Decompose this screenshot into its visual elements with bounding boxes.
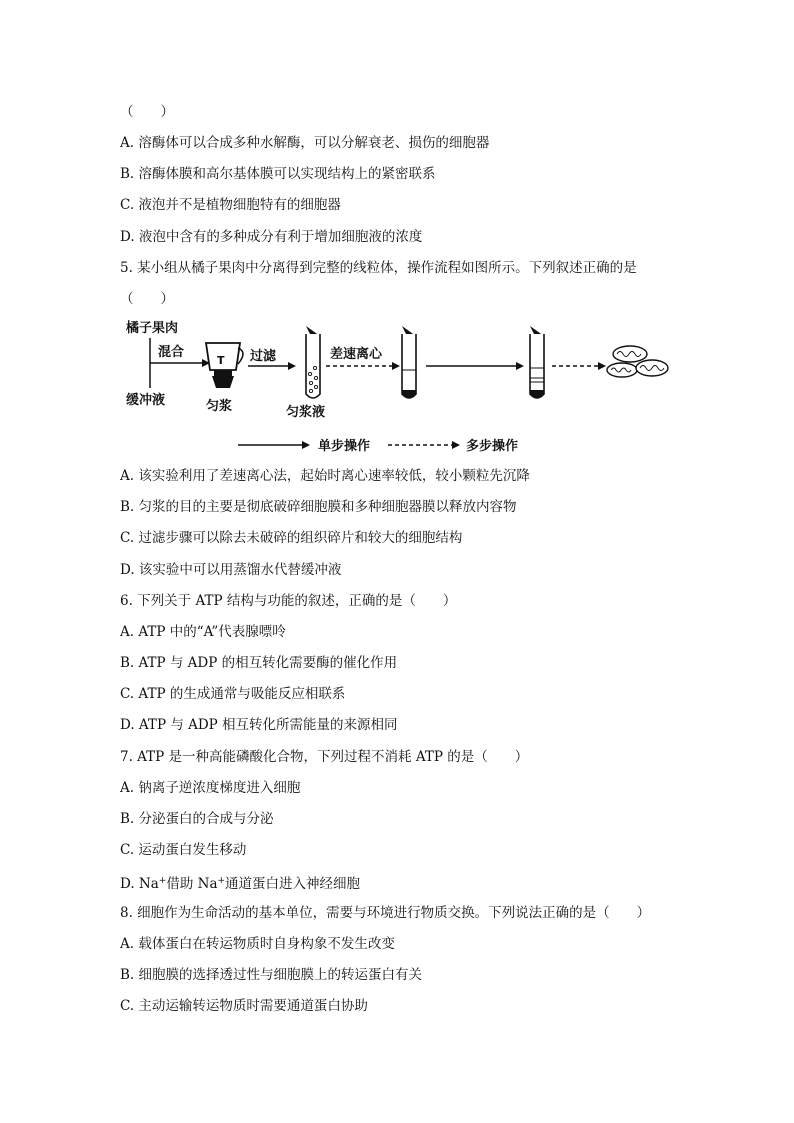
q6-option-c: C. ATP 的生成通常与吸能反应相联系 xyxy=(120,686,346,702)
single-step-arrowhead xyxy=(516,362,524,370)
label-filter: 过滤 xyxy=(250,349,277,364)
q6-option-d: D. ATP 与 ADP 相互转化所需能量的来源相同 xyxy=(120,717,398,733)
q4-option-a: A. 溶酶体可以合成多种水解酶，可以分解衰老、损伤的细胞器 xyxy=(120,135,490,151)
label-homogenize: 匀浆 xyxy=(206,399,233,414)
q4-option-c: C. 液泡并不是植物细胞特有的细胞器 xyxy=(120,197,341,213)
q7-option-d: D. Na+借助 Na+通道蛋白进入神经细胞 xyxy=(120,876,361,892)
test-tube-homogenate-icon xyxy=(306,326,320,398)
q4-option-b: B. 溶酶体膜和高尔基体膜可以实现结构上的紧密联系 xyxy=(120,166,436,182)
q5-blank: （ ） xyxy=(120,291,174,307)
label-centrifuge: 差速离心 xyxy=(330,347,383,362)
blender-icon xyxy=(206,343,243,388)
final-dashed-arrowhead xyxy=(598,362,606,370)
q8-stem: 8. 细胞作为生命活动的基本单位，需要与环境进行物质交换。下列说法正确的是（ ） xyxy=(120,905,651,921)
q5-option-a: A. 该实验利用了差速离心法，起始时离心速率较低，较小颗粒先沉降 xyxy=(120,468,530,484)
label-fruit: 橘子果肉 xyxy=(126,321,179,336)
q4-blank: （ ） xyxy=(120,104,174,120)
q7-option-a: A. 钠离子逆浓度梯度进入细胞 xyxy=(120,780,301,796)
q8-option-a: A. 载体蛋白在转运物质时自身构象不发生改变 xyxy=(120,936,395,952)
q6-option-a: A. ATP 中的“A”代表腺嘌呤 xyxy=(120,624,286,640)
label-buffer: 缓冲液 xyxy=(126,393,166,408)
mitochondria-isolation-diagram xyxy=(110,318,690,463)
q5-option-b: B. 匀浆的目的主要是彻底破碎细胞膜和多种细胞器膜以释放内容物 xyxy=(120,499,517,515)
q5-option-c: C. 过滤步骤可以除去未破碎的组织碎片和较大的细胞结构 xyxy=(120,530,463,546)
q7-option-b: B. 分泌蛋白的合成与分泌 xyxy=(120,811,274,827)
centrifuge-arrowhead xyxy=(392,362,400,370)
q6-option-b: B. ATP 与 ADP 的相互转化需要酶的催化作用 xyxy=(120,655,398,671)
legend-single-label: 单步操作 xyxy=(318,439,371,454)
q8-option-b: B. 细胞膜的选择透过性与细胞膜上的转运蛋白有关 xyxy=(120,967,423,983)
q5-stem: 5. 某小组从橘子果肉中分离得到完整的线粒体，操作流程如图所示。下列叙述正确的是 xyxy=(120,260,637,276)
label-homogenate: 匀浆液 xyxy=(286,405,326,420)
legend-multi-arrowhead xyxy=(452,441,460,449)
svg-text:T: T xyxy=(217,354,225,367)
q4-option-d: D. 液泡中含有的多种成分有利于增加细胞液的浓度 xyxy=(120,229,423,245)
mitochondria-icon xyxy=(607,346,668,377)
q8-option-c: C. 主动运输转运物质时需要通道蛋白协助 xyxy=(120,998,368,1014)
legend-multi-label: 多步操作 xyxy=(466,439,519,454)
label-mix: 混合 xyxy=(158,345,185,360)
filter-arrowhead xyxy=(288,362,296,370)
test-tube-layers-icon xyxy=(530,326,544,398)
q7-stem: 7. ATP 是一种高能磷酸化合物，下列过程不消耗 ATP 的是（ ） xyxy=(120,749,529,765)
q7-option-c: C. 运动蛋白发生移动 xyxy=(120,842,247,858)
legend-single-arrowhead xyxy=(302,441,310,449)
test-tube-pellet-icon xyxy=(402,326,416,398)
q5-option-d: D. 该实验中可以用蒸馏水代替缓冲液 xyxy=(120,562,342,578)
q6-stem: 6. 下列关于 ATP 结构与功能的叙述，正确的是（ ） xyxy=(120,593,457,609)
